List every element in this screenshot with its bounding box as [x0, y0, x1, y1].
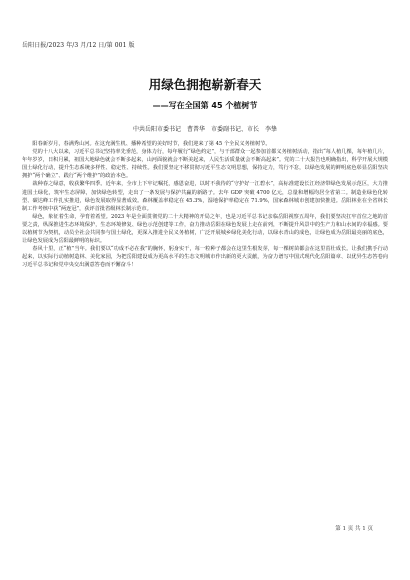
article-title: 用绿色拥抱崭新春天 [148, 77, 262, 92]
newspaper-masthead: 岳阳日报/2023 年/3 月/12 日/第 001 版 [22, 42, 135, 49]
article-byline: 中共岳阳市委书记 曹普华 市委副书记、市长 李挚 [132, 126, 277, 133]
paragraph: 绿色，象征着生命，孕育着希望。2023 年是全面贯彻党的二十大精神的开局之年，也是习近平总书记亲临岳阳视察五周年，我们要坚决扛牢首位之地的首要之责，纵深推进生态环境保护，生态环境修复、绿色示范创建等工作，奋力推动岳阳在绿色发展上走在前列，不断提升风景中的生产力和山水间的幸福感。要以植树节为契机，动员全社会共同参与国土绿化，更深入推进全民义务植树，广泛开展城乡绿化美化行动，以绿水青山的成色，让绿色成为岳阳最亮丽的底色，让绿色发展成为岳阳最鲜明的标识。 [22, 213, 388, 245]
paragraph: 阳春新岁月，春满秀山河。在这充满生机、播种希望的美好时节，我们迎来了第 45 个全民义务植树节。 [32, 141, 271, 147]
article-subtitle: ——写在全国第 45 个植树节 [152, 101, 258, 110]
article-body [22, 140, 388, 270]
paragraph: 党的十八大以来，习近平总书记坚持率先垂范，身体力行，每年履行“绿色约定”，与干部群众一起参加首都义务植树活动，指出“每人植几棵，每年植几片，年年岁岁，日积月累，祖国大地绿色就会不断多起来，山河面貌就会不断美起来，人民生活质量就会不断高起来”。党的二十大报告也明确指出，科学开展大规模国土绿化行动，提升生态系统多样性、稳定性、持续性。我们要坚定不移贯彻习近平生态文明思想，保持定力，笃行不怠，以绿色发展的鲜明底色彰显岳阳坚决拥护“两个确立”、践行“两个维护”的政治本色。 [22, 149, 388, 180]
page-number: 第 1 页 共 1 页 [335, 526, 373, 532]
paragraph: 栽种春之绿意，收获繁华四季。近年来，全市上下牢记嘱托，感恩奋进，以时不我待的“守护好一江碧水”，高标准建设长江经济带绿色发展示范区，大力推进国土绿化，筑牢生态屏障，加快绿色转型，走出了一条发展与保护共赢的新路子。去年 GDP 突破 4700 亿元，总量和增幅均居全省第二。制造业绿色化转型、碳达峰工作扎实推进，绿色发展取得显著成效。森林覆盖率稳定在 45.3%，湿地保护率稳定在 71.9%，国家森林城市创建加快推进。岳阳林业在全省林长制工作考核中获“两连冠”，获评首批省级林长制示范市。 [22, 181, 388, 212]
paragraph: 春风十里，正“植”当年。我们要以“功成不必在我”的胸怀，躬身实干，每一粒种子都会在这里生根发芽，每一棵树苗都会在这里茁壮成长。让我们携手行动起来，以实际行动植树造林、美化家园，为把岳阳建设成为更高水平的生态文明城市作出新的更大贡献，为奋力谱写中国式现代化岳阳篇章、以优异生态答卷向习近平总书记和党中央交出满意答卷而不懈奋斗！ [22, 246, 388, 269]
